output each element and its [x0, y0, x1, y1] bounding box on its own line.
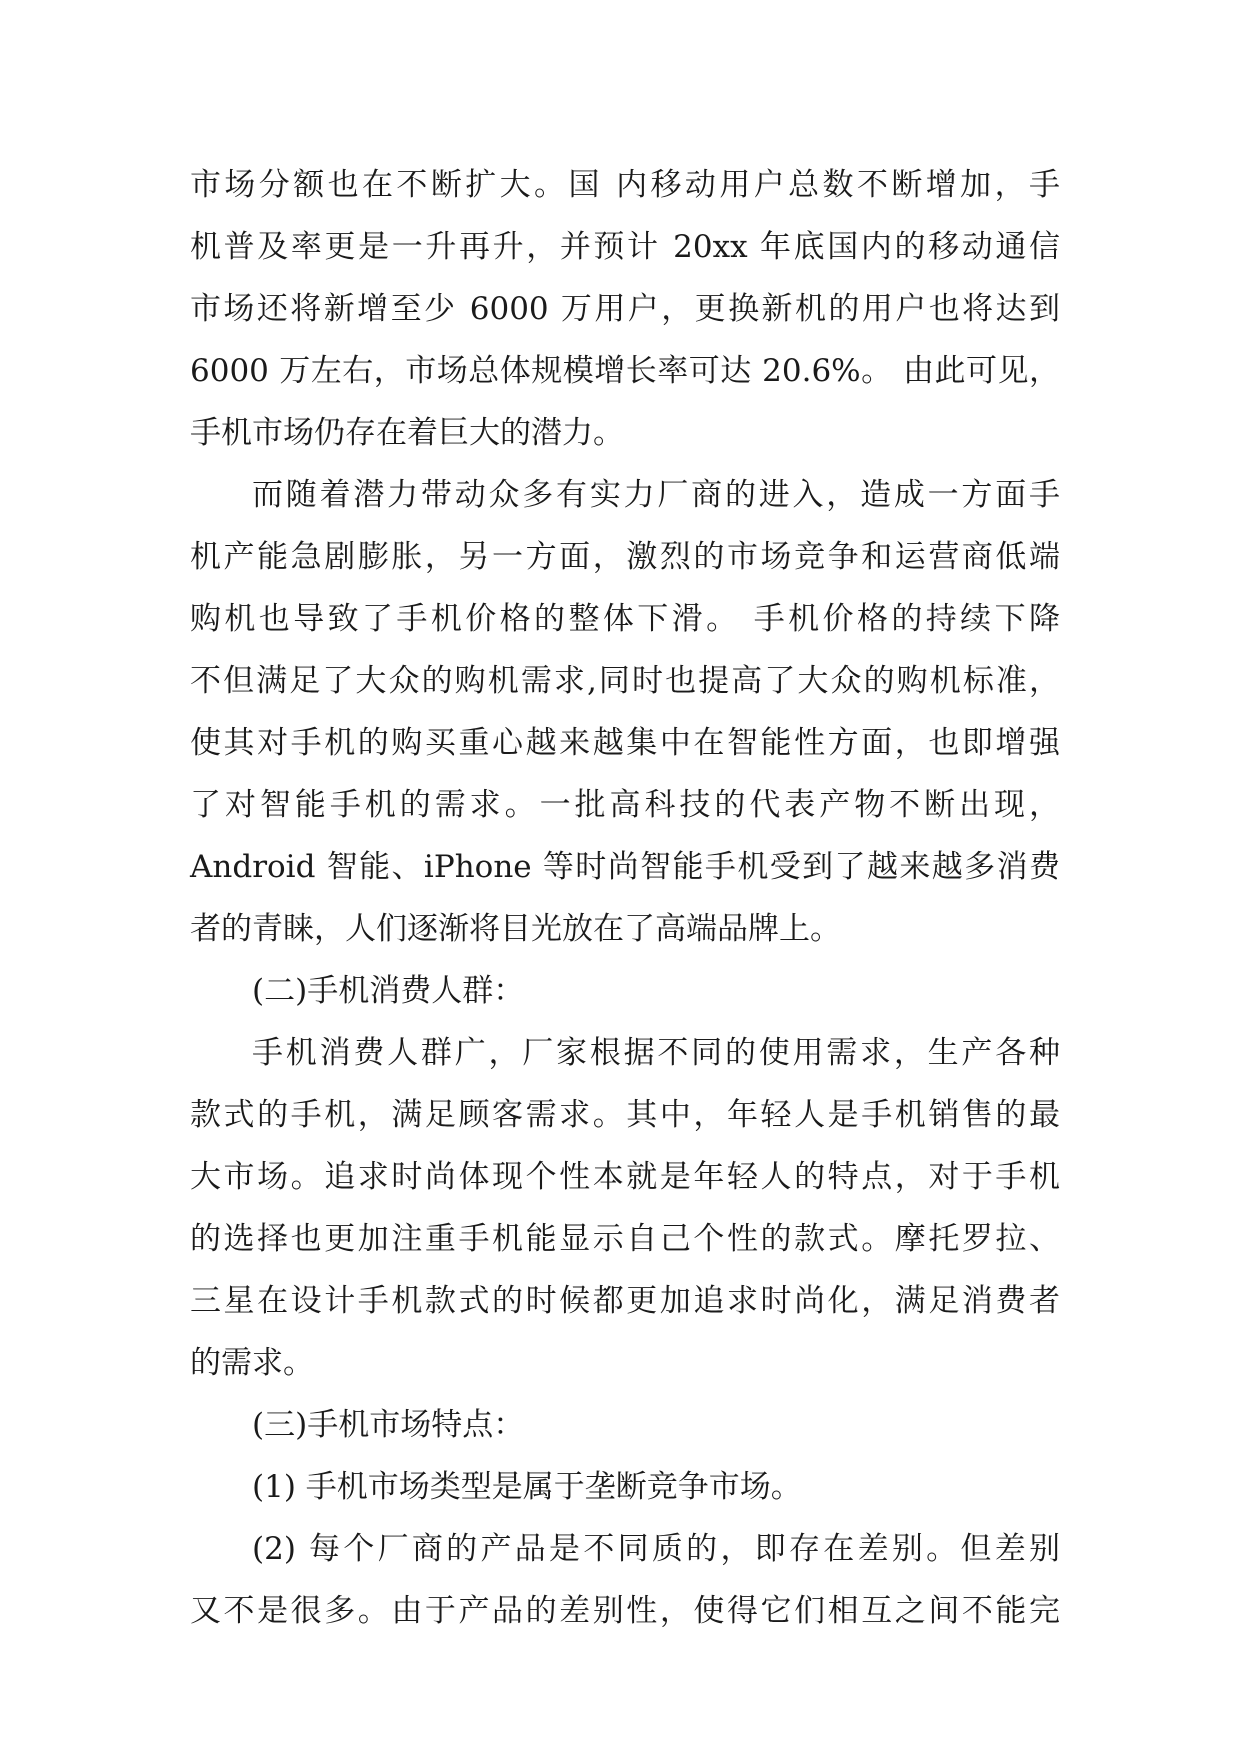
text-line: 购机也导致了手机价格的整体下滑。 手机价格的持续下降	[190, 601, 1060, 637]
text-line: 市场还将新增至少 6000 万用户，更换新机的用户也将达到	[190, 291, 1060, 327]
text-line: Android 智能、iPhone 等时尚智能手机受到了越来越多消费	[190, 849, 1060, 885]
text-line: 机普及率更是一升再升，并预计 20xx 年底国内的移动通信	[190, 229, 1060, 265]
section-heading: (三)手机市场特点：	[252, 1407, 525, 1443]
text-line: 了对智能手机的需求。一批高科技的代表产物不断出现，	[190, 787, 1060, 823]
text-line: 不但满足了大众的购机需求,同时也提高了大众的购机标准，	[190, 663, 1060, 699]
text-line: 而随着潜力带动众多有实力厂商的进入，造成一方面手	[252, 477, 1060, 513]
text-line: 手机消费人群广，厂家根据不同的使用需求，生产各种	[252, 1035, 1060, 1071]
list-item: (2) 每个厂商的产品是不同质的，即存在差别。但差别	[252, 1531, 1060, 1567]
text-line: 手机市场仍存在着巨大的潜力。	[190, 415, 624, 451]
text-line: 大市场。追求时尚体现个性本就是年轻人的特点，对于手机	[190, 1159, 1060, 1195]
text-line: 机产能急剧膨胀，另一方面，激烈的市场竞争和运营商低端	[190, 539, 1060, 575]
text-line: 者的青睐，人们逐渐将目光放在了高端品牌上。	[190, 911, 841, 947]
text-line: 6000 万左右，市场总体规模增长率可达 20.6%。 由此可见，	[190, 353, 1060, 389]
text-line: 市场分额也在不断扩大。国 内移动用户总数不断增加，手	[190, 167, 1060, 203]
text-line: 三星在设计手机款式的时候都更加追求时尚化，满足消费者	[190, 1283, 1060, 1319]
section-heading: (二)手机消费人群：	[252, 973, 525, 1009]
text-line: 使其对手机的购买重心越来越集中在智能性方面，也即增强	[190, 725, 1060, 761]
text-line: 款式的手机，满足顾客需求。其中，年轻人是手机销售的最	[190, 1097, 1060, 1133]
text-line: 的选择也更加注重手机能显示自己个性的款式。摩托罗拉、	[190, 1221, 1060, 1257]
list-item: (1) 手机市场类型是属于垄断竞争市场。	[252, 1469, 802, 1505]
text-line: 又不是很多。由于产品的差别性，使得它们相互之间不能完	[190, 1593, 1060, 1629]
document-body	[190, 154, 1060, 1642]
text-line: 的需求。	[190, 1345, 314, 1381]
